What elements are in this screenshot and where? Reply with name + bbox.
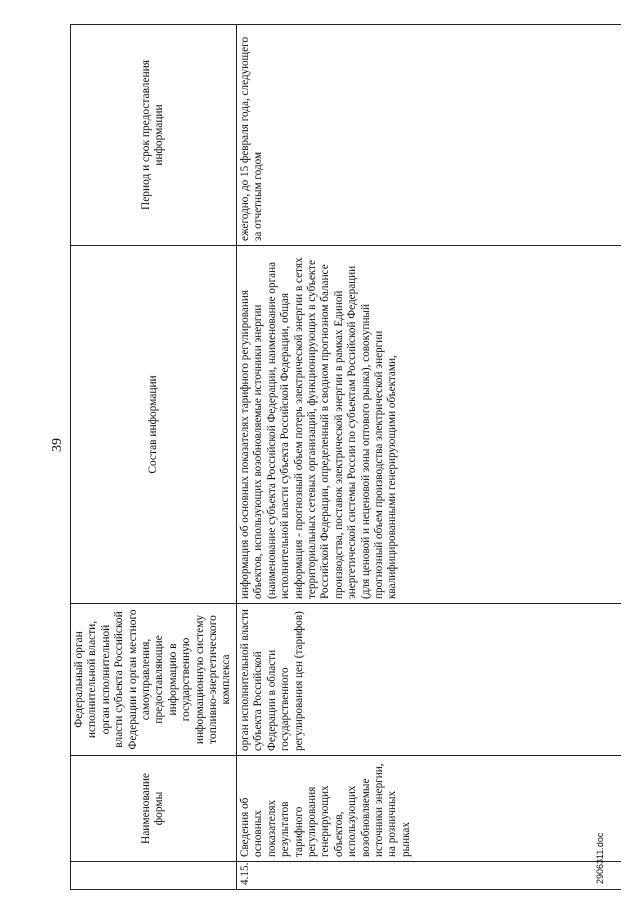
table-row <box>236 25 621 890</box>
table-header-row <box>71 25 237 890</box>
document-file-code: 2906311.doc <box>595 832 605 884</box>
document-page <box>50 25 610 890</box>
header-number <box>71 862 237 890</box>
reporting-forms-table <box>70 24 621 890</box>
header-period: Период и срок предоставления информации <box>71 25 237 246</box>
row-period: ежегодно, до 15 февраля года, следующего за отчетным годом <box>236 25 621 246</box>
header-content: Состав информации <box>71 246 237 604</box>
row-authority: орган исполнительной власти субъекта Российской Федерации в области государственного регулирования цен (тарифов) <box>236 604 621 756</box>
row-content: информация об основных показателях тарифного регулирования объектов, использующих возобновляемые источники энергии (наименование субъекта Российской Федерации, наименование органа исполнительной власти субъекта Российской Федерации, общая информация - прогнозный объем потерь электрической энергии в сетях территориальных сетевых организаций, функционирующих в субъекте Российской Федерации, определенный в сводном прогнозном балансе производства, поставок электрической энергии в рамках Единой энергетической системы России по субъектам Российской Федерации (для ценовой и неценовой зоны оптового рынка), совокупный прогнозный объем производства электрической энергии квалифицированными генерирующими объектами, <box>236 246 621 604</box>
page-number: 39 <box>50 438 65 452</box>
row-number: 4.15. <box>236 862 621 890</box>
row-form-name: Сведения об основных показателях результатов тарифного регулирования генерирующих объектов, использующих возобновляемые источники энергии, на розничных рынках <box>236 756 621 862</box>
header-authority: Федеральный орган исполнительной власти, орган исполнительной власти субъекта Российской Федерации и орган местного самоуправления, предоставляющие информацию в государственную информационную систему топливно-энергетического комплекса <box>71 604 237 756</box>
header-form-name: Наименование формы <box>71 756 237 862</box>
